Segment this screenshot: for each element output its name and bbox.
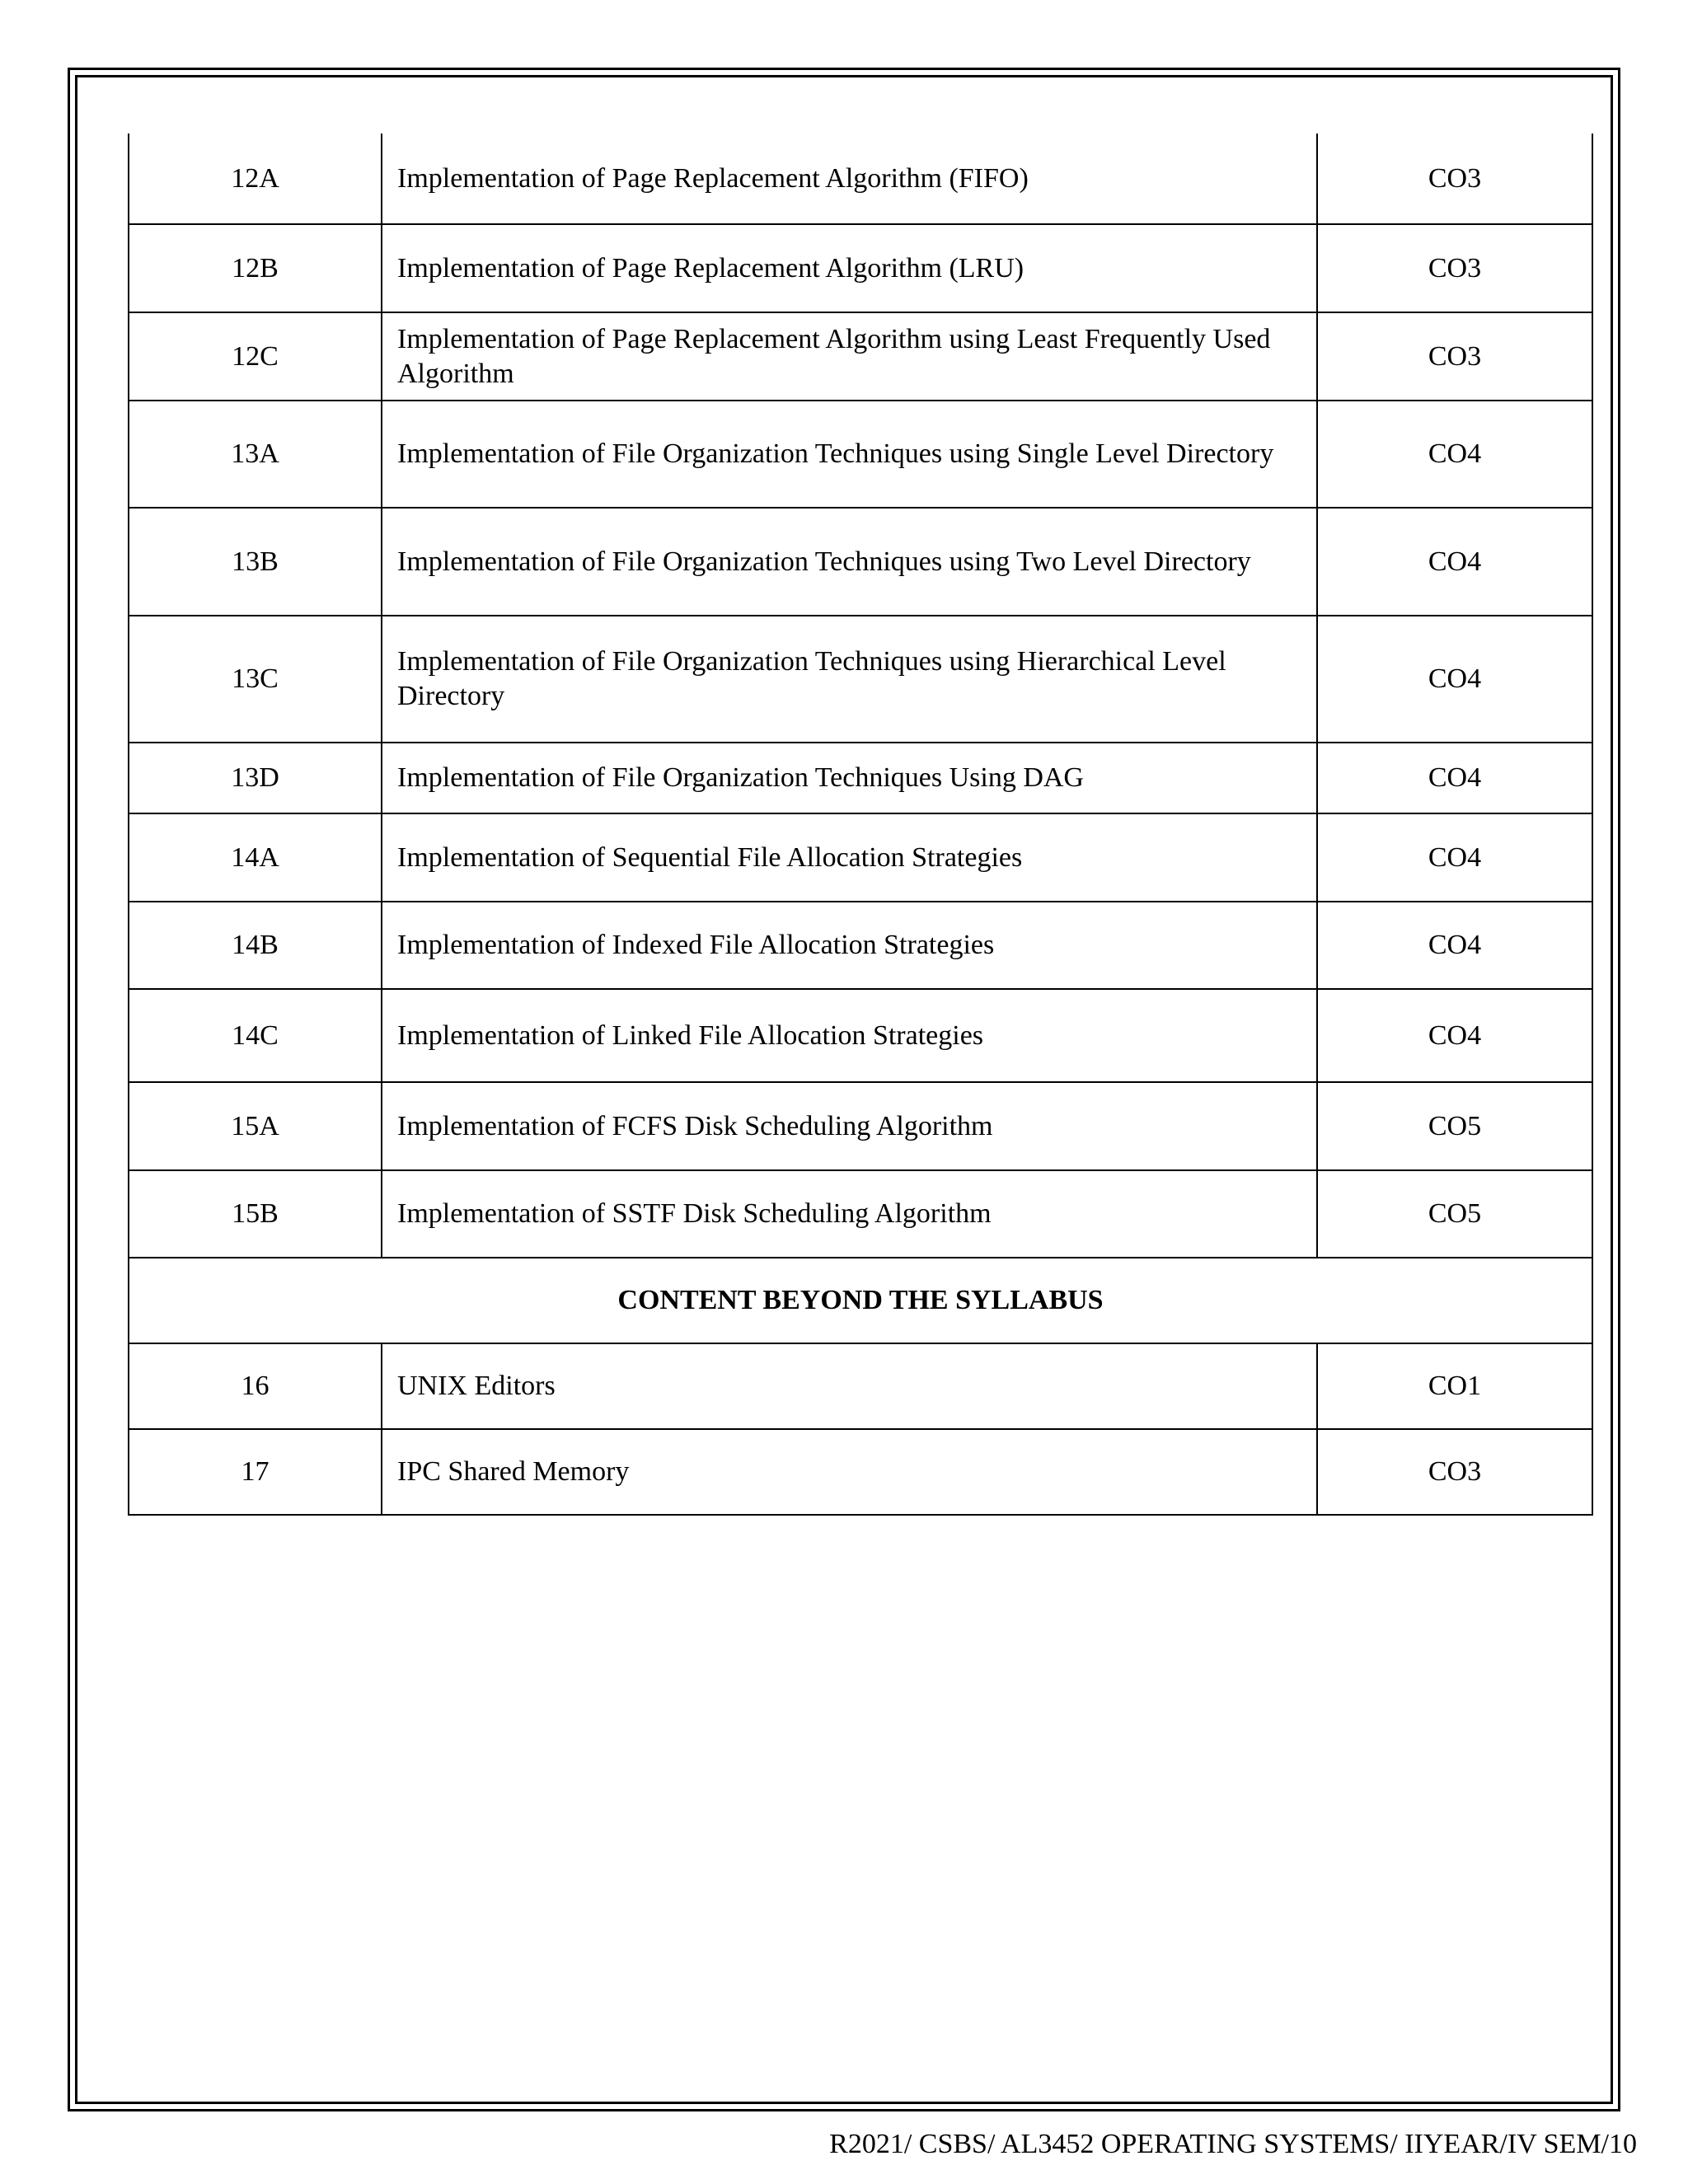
table-row: [129, 989, 1592, 1082]
experiment-number-cell: 16: [129, 1343, 382, 1429]
course-outcome-cell: CO4: [1317, 743, 1592, 813]
table-row: [129, 508, 1592, 616]
table-row: [129, 134, 1592, 224]
section-heading-row: [129, 1258, 1592, 1343]
course-outcome-cell: CO4: [1317, 989, 1592, 1082]
experiment-description-cell: UNIX Editors: [382, 1343, 1317, 1429]
section-heading: CONTENT BEYOND THE SYLLABUS: [129, 1258, 1592, 1343]
table-row: [129, 401, 1592, 508]
course-outcome-cell: CO4: [1317, 902, 1592, 989]
experiment-number-cell: 17: [129, 1429, 382, 1515]
course-outcome-cell: CO5: [1317, 1170, 1592, 1258]
course-outcome-cell: CO3: [1317, 1429, 1592, 1515]
table-row: [129, 616, 1592, 743]
experiment-description-cell: Implementation of Page Replacement Algorithm (LRU): [382, 224, 1317, 312]
experiment-number-cell: 15A: [129, 1082, 382, 1170]
experiment-table-container: [128, 134, 1555, 1516]
experiment-description-cell: Implementation of Indexed File Allocation Strategies: [382, 902, 1317, 989]
page-footer: R2021/ CSBS/ AL3452 OPERATING SYSTEMS/ IIYEAR/IV SEM/10: [829, 2129, 1637, 2159]
experiment-description-cell: Implementation of File Organization Techniques using Single Level Directory: [382, 401, 1317, 508]
experiment-number-cell: 13A: [129, 401, 382, 508]
table-row: [129, 1343, 1592, 1429]
experiment-description-cell: Implementation of FCFS Disk Scheduling Algorithm: [382, 1082, 1317, 1170]
table-row: [129, 1170, 1592, 1258]
course-outcome-cell: CO4: [1317, 401, 1592, 508]
experiment-number-cell: 13C: [129, 616, 382, 743]
experiment-description-cell: Implementation of File Organization Techniques using Two Level Directory: [382, 508, 1317, 616]
course-outcome-cell: CO3: [1317, 134, 1592, 224]
experiment-description-cell: Implementation of Sequential File Allocation Strategies: [382, 813, 1317, 902]
experiment-description-cell: Implementation of File Organization Techniques using Hierarchical Level Directory: [382, 616, 1317, 743]
course-outcome-cell: CO4: [1317, 616, 1592, 743]
experiment-number-cell: 14A: [129, 813, 382, 902]
experiment-description-cell: Implementation of File Organization Techniques Using DAG: [382, 743, 1317, 813]
experiment-number-cell: 15B: [129, 1170, 382, 1258]
experiment-number-cell: 12A: [129, 134, 382, 224]
experiment-number-cell: 13D: [129, 743, 382, 813]
course-outcome-cell: CO1: [1317, 1343, 1592, 1429]
table-row: [129, 813, 1592, 902]
table-row: [129, 1082, 1592, 1170]
course-outcome-cell: CO3: [1317, 224, 1592, 312]
experiment-number-cell: 14C: [129, 989, 382, 1082]
course-outcome-cell: CO4: [1317, 813, 1592, 902]
table-row: [129, 743, 1592, 813]
experiment-description-cell: Implementation of Page Replacement Algorithm (FIFO): [382, 134, 1317, 224]
experiment-table: [128, 134, 1593, 1516]
table-row: [129, 1429, 1592, 1515]
experiment-number-cell: 12C: [129, 312, 382, 401]
experiment-number-cell: 14B: [129, 902, 382, 989]
table-row: [129, 224, 1592, 312]
course-outcome-cell: CO4: [1317, 508, 1592, 616]
table-row: [129, 312, 1592, 401]
experiment-number-cell: 12B: [129, 224, 382, 312]
experiment-description-cell: Implementation of SSTF Disk Scheduling Algorithm: [382, 1170, 1317, 1258]
experiment-description-cell: IPC Shared Memory: [382, 1429, 1317, 1515]
course-outcome-cell: CO5: [1317, 1082, 1592, 1170]
table-row: [129, 902, 1592, 989]
course-outcome-cell: CO3: [1317, 312, 1592, 401]
experiment-description-cell: Implementation of Linked File Allocation Strategies: [382, 989, 1317, 1082]
experiment-number-cell: 13B: [129, 508, 382, 616]
experiment-description-cell: Implementation of Page Replacement Algorithm using Least Frequently Used Algorithm: [382, 312, 1317, 401]
